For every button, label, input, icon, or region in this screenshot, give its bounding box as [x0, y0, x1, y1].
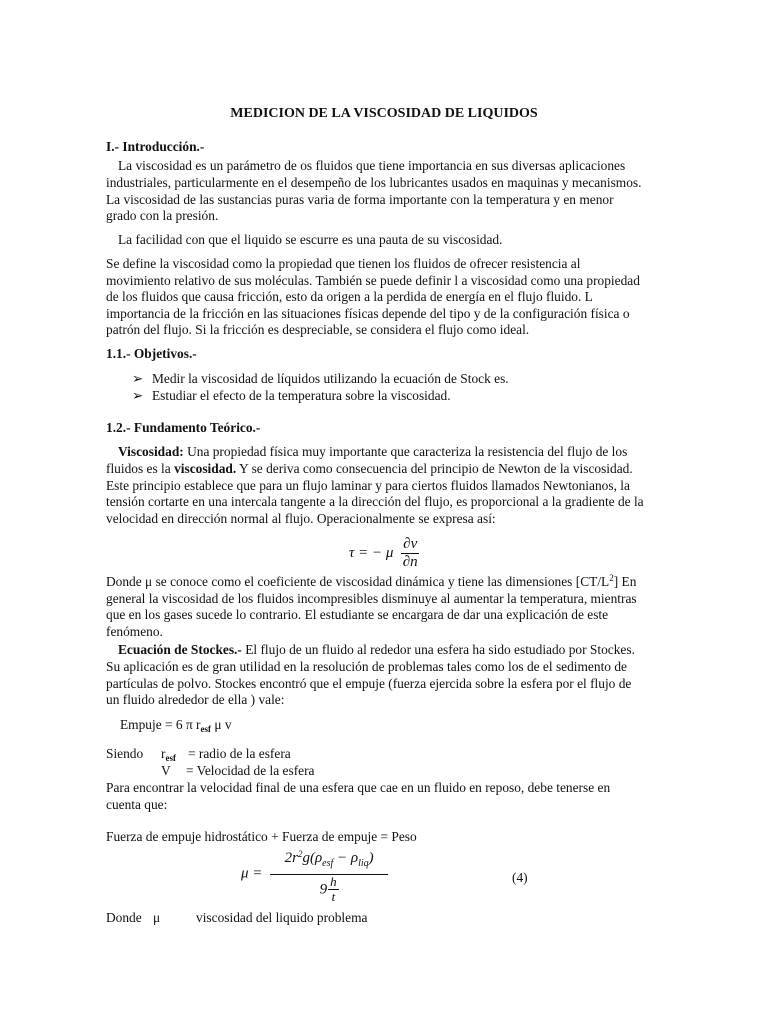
- equation-number: (4): [512, 870, 528, 885]
- para-paragraph: [106, 780, 661, 813]
- text-line: cuenta que:: [106, 796, 168, 812]
- text-run: 9: [319, 881, 328, 898]
- inner-fraction: [328, 875, 339, 904]
- equation-lhs: τ = − μ: [349, 545, 394, 562]
- velocity-symbol: V: [161, 763, 171, 778]
- equation-numerator: ∂v: [403, 536, 418, 552]
- intro-paragraph-3: [106, 256, 661, 339]
- text-run: ): [368, 850, 374, 866]
- equation-denominator: ∂n: [402, 554, 418, 570]
- equation-denominator: [270, 875, 388, 904]
- newton-viscosity-equation: [349, 536, 419, 571]
- text-run: ] En: [613, 574, 637, 589]
- intro-paragraph-1: [106, 158, 661, 175]
- text-run: fluidos es la: [106, 461, 175, 476]
- inner-numerator: h: [330, 874, 337, 889]
- text-run: Una propiedad física muy importante que caracteriza la resistencia del flujo de los: [183, 444, 628, 459]
- subscript: liq: [358, 858, 369, 869]
- donde-paragraph: [106, 570, 661, 640]
- bullet-arrow-icon: ➢: [132, 371, 144, 386]
- text-line: La viscosidad es un parámetro de os fluidos que tiene importancia en sus diversas aplicaciones: [118, 158, 626, 173]
- stokes-viscosity-equation: [241, 844, 388, 904]
- text-run: Donde μ se conoce como el coeficiente de viscosidad dinámica y tiene las dimensiones [CT/L: [106, 574, 610, 589]
- mu-symbol: μ: [153, 910, 161, 925]
- objective-item: Medir la viscosidad de líquidos utilizando la ecuación de Stock es.: [152, 371, 509, 386]
- inner-denominator: t: [331, 889, 336, 904]
- force-balance-line: Fuerza de empuje hidrostático + Fuerza de empuje = Peso: [106, 829, 417, 844]
- bullet-arrow-icon: ➢: [132, 388, 144, 403]
- text-line: un fluido alrededor de ella ) vale:: [106, 692, 285, 708]
- text-line: velocidad en dirección normal al flujo. Operacionalmente se expresa así:: [106, 510, 496, 526]
- superscript: 2: [609, 573, 614, 583]
- text-line: importancia de la fricción en las situaciones físicas depende del tipo y de la configuración física o: [106, 305, 630, 321]
- stokes-paragraph-cont: [106, 659, 661, 709]
- text-line: movimiento relativo de sus moléculas. También se puede definir l a viscosidad como una propiedad: [106, 272, 640, 288]
- subscript: esf: [200, 724, 212, 734]
- text-line: Se define la viscosidad como la propiedad que tienen los fluidos de ofrecer resistencia al: [106, 256, 581, 271]
- text-run: Y se deriva como consecuencia del principio de Newton de la viscosidad.: [236, 461, 633, 476]
- equation-lhs: μ =: [241, 865, 263, 882]
- equation-fraction: [401, 536, 419, 571]
- text-line: [106, 570, 661, 591]
- subscript: esf: [322, 858, 334, 869]
- stokes-paragraph: [106, 642, 661, 659]
- text-run: g(ρ: [302, 850, 323, 866]
- subscript: esf: [165, 753, 176, 763]
- text-line: que en los gases sucede lo contrario. El estudiante se encargara de dar una explicación de este: [106, 607, 609, 623]
- radius-definition: = radio de la esfera: [188, 746, 291, 761]
- text-line: general la viscosidad de los fluidos incompresibles disminuye al aumentar la temperatura, mientras: [106, 590, 637, 606]
- text-run: Empuje = 6 π r: [120, 717, 201, 732]
- viscosity-paragraph-cont: [106, 461, 661, 527]
- section-heading-objectives: 1.1.- Objetivos.-: [106, 346, 197, 361]
- viscosity-bold-word: viscosidad.: [174, 461, 237, 476]
- text-line: tensión cortarte en una intercala tangente a la dirección del flujo, es proporcional a la gradiente de la: [106, 494, 644, 510]
- text-line: Este principio establece que para un flujo laminar y para ciertos fluidos llamados Newtonianos, la: [106, 477, 630, 493]
- text-line: partículas de polvo. Stockes encontró que el empuje (fuerza ejercida sobre la esfera por el flujo de: [106, 675, 632, 691]
- intro-paragraph-2: La facilidad con que el liquido se escurre es una pauta de su viscosidad.: [118, 232, 503, 247]
- text-line: grado con la presión.: [106, 208, 219, 224]
- velocity-definition: = Velocidad de la esfera: [186, 763, 315, 778]
- text-run: − ρ: [333, 850, 359, 866]
- superscript: 2: [297, 849, 303, 859]
- text-line: Para encontrar la velocidad final de una esfera que cae en un fluido en reposo, debe tenerse en: [106, 780, 611, 795]
- text-line: de los fluidos que causa fricción, esto da origen a la perdida de energía en el flujo fluido. L: [106, 289, 593, 305]
- empuje-formula: [120, 717, 675, 738]
- stokes-label: Ecuación de Stockes.-: [118, 642, 242, 657]
- section-heading-theory: 1.2.- Fundamento Teórico.-: [106, 420, 261, 435]
- siendo-label: Siendo: [106, 746, 144, 761]
- text-line: patrón del flujo. Si la fricción es despreciable, se considera el flujo como ideal.: [106, 322, 530, 338]
- text-run: r: [161, 746, 166, 761]
- document-title: MEDICION DE LA VISCOSIDAD DE LIQUIDOS: [230, 106, 538, 121]
- text-line: fenómeno.: [106, 623, 163, 639]
- viscosity-label: Viscosidad:: [118, 444, 184, 459]
- section-heading-introduction: I.- Introducción.-: [106, 139, 205, 154]
- equation-fraction: [270, 844, 388, 904]
- text-line: industriales, particularmente en el desempeño de los lubricantes usados en maquinas y mecanismos.: [106, 175, 642, 190]
- intro-paragraph-1-cont: [106, 175, 661, 225]
- equation-numerator: [270, 844, 388, 875]
- text-run: μ v: [211, 717, 232, 732]
- text-line: Su aplicación es de gran utilidad en la resolución de problemas tales como los de el sedimento de: [106, 659, 627, 674]
- objective-item: Estudiar el efecto de la temperatura sobre la viscosidad.: [152, 388, 451, 403]
- final-donde-label: Donde: [106, 910, 142, 925]
- text-run: El flujo de un fluido al rededor una esfera ha sido estudiado por Stockes.: [241, 642, 635, 657]
- text-line: [106, 461, 661, 478]
- viscosity-paragraph: [106, 444, 661, 461]
- text-line: La viscosidad de las sustancias puras varia de forma importante con la temperatura y en menor: [106, 191, 614, 207]
- text-run: 2r: [284, 850, 298, 866]
- mu-definition: viscosidad del liquido problema: [196, 910, 368, 925]
